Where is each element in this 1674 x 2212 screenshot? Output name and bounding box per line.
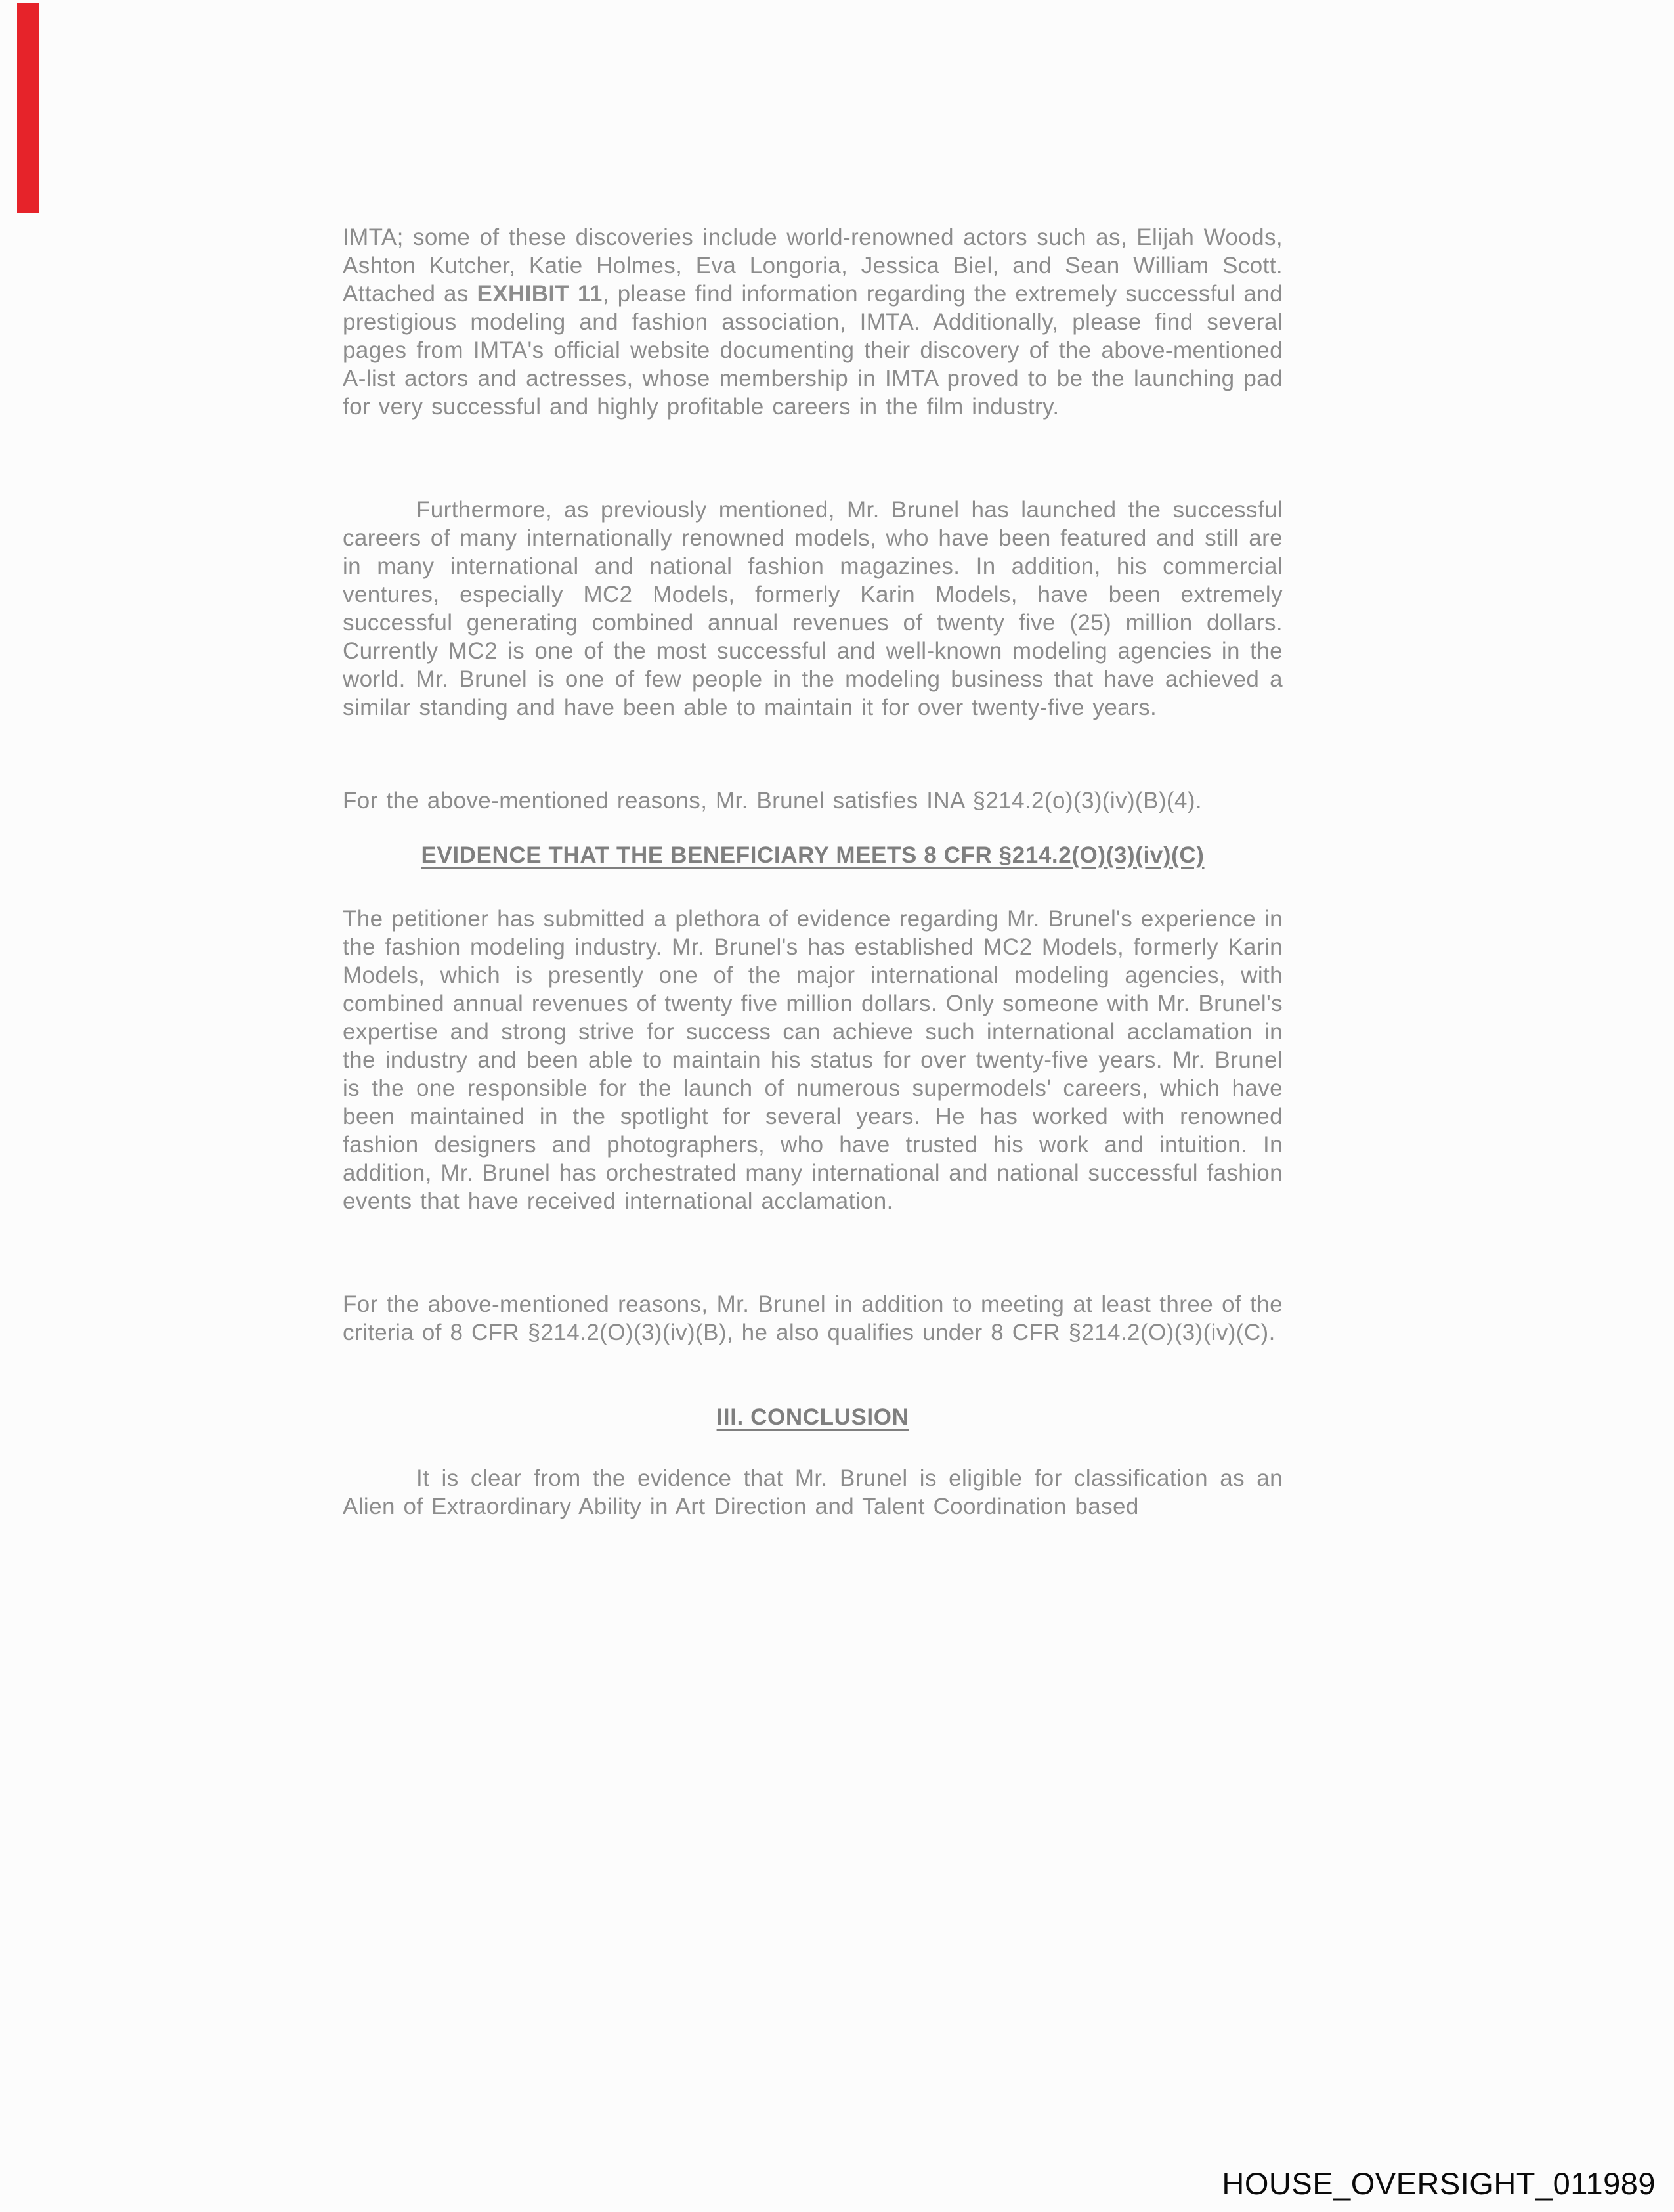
text-run: , please find information regarding the extremely successful and prestigious modeling and fashion association, IMTA. Additionally, please find several pages from IMTA's official website documenting their discovery of the above-mentioned A-list actors and actresses, whose membership in IMTA proved to be the launching pad for very successful and highly profitable careers in the film industry. bbox=[343, 281, 1283, 420]
paragraph-petitioner-evidence bbox=[343, 905, 1283, 1215]
section-heading-conclusion: III. CONCLUSION bbox=[716, 1404, 909, 1430]
exhibit-reference: EXHIBIT 11 bbox=[477, 281, 603, 307]
paragraph-imta-discoveries bbox=[343, 223, 1283, 421]
paragraph-satisfies-ina bbox=[343, 787, 1283, 815]
section-heading-evidence: EVIDENCE THAT THE BENEFICIARY MEETS 8 CFR §214.2(O)(3)(iv)(C) bbox=[421, 842, 1205, 868]
text-run: It is clear from the evidence that Mr. Brunel is eligible for classification as an Alien of Extraordinary Ability in Art Direction and Talent Coordination based bbox=[343, 1465, 1283, 1519]
text-run: For the above-mentioned reasons, Mr. Brunel in addition to meeting at least three of the criteria of 8 CFR §214.2(O)(3)(iv)(B), he also qualifies under 8 CFR §214.2(O)(3)(iv)(C). bbox=[343, 1291, 1283, 1345]
bates-number: HOUSE_OVERSIGHT_011989 bbox=[1222, 2166, 1656, 2201]
paragraph-furthermore-careers bbox=[343, 496, 1283, 722]
paragraph-conclusion-eligibility bbox=[343, 1464, 1283, 1521]
scan-artifact-red-mark bbox=[17, 3, 39, 213]
text-run: For the above-mentioned reasons, Mr. Brunel satisfies INA §214.2(o)(3)(iv)(B)(4). bbox=[343, 788, 1203, 813]
text-run: Furthermore, as previously mentioned, Mr. Brunel has launched the successful careers of many internationally renowned models, who have been featured and still are in many international and national fashion magazines. In addition, his commercial ventures, especially MC2 Models, formerly Karin Models, have been extremely successful generating combined annual revenues of twenty five (25) million dollars. Currently MC2 is one of the most successful and well-known modeling agencies in the world. Mr. Brunel is one of few people in the modeling business that have achieved a similar standing and have been able to maintain it for over twenty-five years. bbox=[343, 497, 1283, 720]
text-run: IMTA; some of these discoveries include world-renowned actors such as, Elijah Woods, Ashton Kutcher, Katie Holmes, Eva Longoria, Jessica Biel, and Sean William Scott. Attached as bbox=[343, 225, 1283, 307]
text-run: The petitioner has submitted a plethora of evidence regarding Mr. Brunel's experience in the fashion modeling industry. Mr. Brunel's has established MC2 Models, formerly Karin Models, which is presently one of the major international modeling agencies, with combined annual revenues of twenty five million dollars. Only someone with Mr. Brunel's expertise and strong strive for success can achieve such international acclamation in the industry and been able to maintain his status for over twenty-five years. Mr. Brunel is the one responsible for the launch of numerous supermodels' careers, which have been maintained in the spotlight for several years. He has worked with renowned fashion designers and photographers, who have trusted his work and intuition. In addition, Mr. Brunel has orchestrated many international and national successful fashion events that have received international acclamation. bbox=[343, 906, 1283, 1214]
paragraph-qualifies-under-cfr bbox=[343, 1290, 1283, 1347]
